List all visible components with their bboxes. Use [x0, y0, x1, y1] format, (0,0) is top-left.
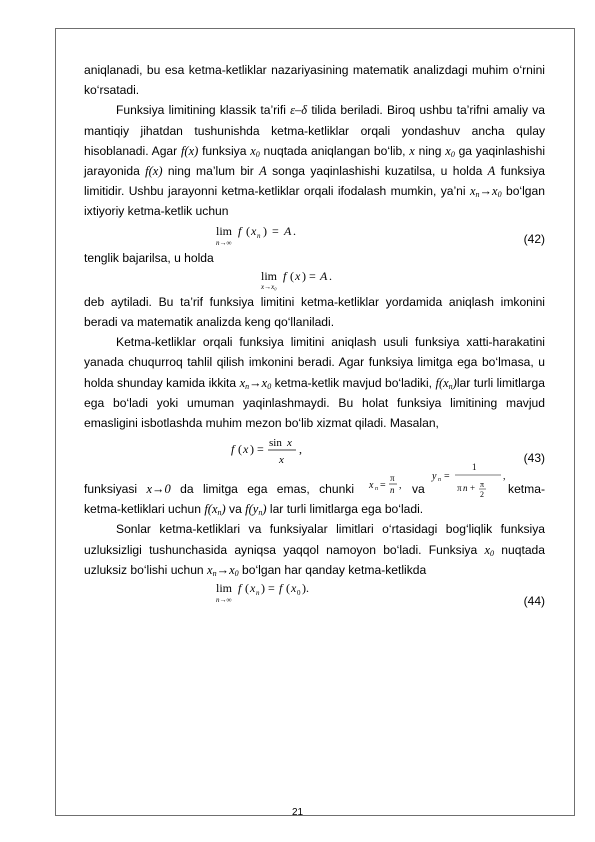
svg-text:n: n [390, 485, 395, 496]
svg-text:=: = [257, 442, 264, 457]
formula-44 [84, 580, 545, 608]
svg-text:=: = [380, 480, 386, 492]
text: va [412, 482, 425, 497]
x-symbol: x [207, 562, 213, 577]
svg-text:n: n [375, 486, 378, 493]
paragraph-3 [84, 248, 545, 268]
f-x-symbol: f(x [204, 502, 218, 517]
text: Sonlar ketma-ketliklari va funksiyalar limitlari o‘rtasidagi bog‘liqlik funksiya uzluksizligi tushunchasida ayniqsa yaqqol namoyon bo‘ladi. Funksiya [84, 522, 545, 557]
text: nuqtada uzluksiz bo‘lishi uchun [84, 542, 545, 577]
xn-to-x0: $x_n\to x_0$ [207, 562, 239, 578]
svg-text:y: y [432, 471, 437, 483]
text: ketma-ketlik mavjud bo‘ladiki, [271, 375, 436, 390]
text: tilida beriladi. Biroq ushbu ta’rifni amaliy va mantiqiy jihatdan tushunishda ketma-ketliklar orqali yondashuv ancha qulay hisoblanadi. Agar [84, 103, 545, 158]
svg-text:x: x [251, 223, 257, 238]
epsilon-delta: ε–δ [290, 103, 308, 118]
svg-text:): ) [261, 581, 265, 596]
svg-text:=: = [444, 471, 450, 483]
svg-text:x: x [279, 454, 284, 467]
svg-text:).: ). [302, 581, 309, 596]
svg-text:(: ( [290, 268, 294, 283]
text: Funksiya limitining klassik ta’rifi [116, 103, 291, 118]
text: ketma-ketliklari uchun [84, 502, 205, 517]
svg-text:): ) [250, 442, 254, 457]
svg-text:(: ( [246, 223, 250, 238]
page-number: 21 [291, 807, 304, 818]
svg-text:n→∞: n→∞ [216, 238, 232, 247]
svg-text:f: f [279, 581, 283, 596]
xn-to-x0: $x_n\to x_0$ [469, 184, 502, 200]
svg-text:1: 1 [472, 462, 477, 473]
sequence-yn-image [429, 461, 509, 499]
svg-text:lim: lim [216, 581, 233, 596]
svg-text:,: , [399, 480, 402, 492]
svg-text:+: + [470, 483, 476, 494]
sequence-xn-image [367, 471, 407, 497]
svg-text:n→∞: n→∞ [216, 596, 232, 605]
text: Ketma-ketliklar orqali funksiya limitini aniqlash usuli funksiya xatti-harakatini yanada chuqurroq tahlil qilish imkonini beradi. Agar funksiya limitga ega bo‘lmasa, u holda shunday kamida ikkita [84, 335, 545, 390]
svg-text:lim: lim [216, 223, 233, 238]
svg-text:x: x [369, 480, 374, 492]
equation-number: (42) [523, 231, 545, 246]
text: funksiya limitidir. Ushbu jarayonni ketma-ketliklar orqali ifodalash mumkin, ya’ni [84, 164, 545, 199]
text: ga yaqinlashishi jarayonida [84, 143, 546, 179]
x0: $x_0$ [445, 143, 455, 159]
f-yn: $f(y_n)$ [245, 502, 267, 518]
fx: f(x) [180, 143, 199, 158]
svg-text:(: ( [238, 442, 242, 457]
svg-text:(: ( [286, 581, 290, 596]
svg-text:,: , [299, 442, 302, 457]
paragraph-6-line2 [84, 499, 545, 519]
svg-text:π: π [480, 480, 485, 490]
svg-text:0: 0 [297, 589, 301, 598]
x-symbol: x [250, 143, 256, 158]
text: nuqtada aniqlangan bo‘lib, [259, 143, 410, 158]
svg-text:,: , [503, 471, 506, 483]
text: bo‘lgan ixtiyoriy ketma-ketlik uchun [84, 184, 545, 219]
svg-text:π: π [457, 483, 462, 494]
svg-text:x: x [250, 581, 256, 596]
A: A [259, 164, 267, 179]
svg-text:x: x [287, 437, 292, 450]
svg-text:n: n [256, 589, 260, 598]
text: ketma- [508, 482, 545, 497]
fx: f(x) [145, 164, 163, 179]
formula-42 [84, 222, 545, 248]
x0: $x_0$ [484, 542, 495, 558]
x0: $x_0$ [250, 143, 260, 159]
text: ning ma’lum bir [162, 164, 260, 179]
svg-text:): ) [302, 268, 306, 283]
svg-text:x: x [295, 268, 301, 283]
paragraph-6-line1 [84, 462, 545, 500]
f-xn: $f(x_n)$ [435, 375, 457, 391]
svg-text:n: n [257, 231, 261, 240]
paragraph-1 [84, 60, 545, 100]
x-to-0: x→0 [146, 482, 171, 497]
x-symbol: x [239, 375, 246, 390]
svg-text:lim: lim [261, 268, 278, 283]
paragraph-4 [84, 292, 545, 332]
equation-number: (43) [523, 451, 545, 466]
text: songa yaqinlashishi kuzatilsa, u holda [266, 164, 488, 179]
text: funksiya [198, 143, 251, 158]
svg-text:x: x [291, 581, 297, 596]
svg-text:x→x₀: x→x₀ [261, 282, 277, 291]
svg-text:A: A [320, 268, 328, 283]
text: lar turli limitlarga ega bo‘ladi. [266, 502, 424, 517]
text: va [225, 502, 246, 517]
f-y-symbol: f(y [245, 502, 259, 517]
svg-text:f: f [238, 223, 242, 238]
text: lar turli limitlarga ega bo‘ladi yoki umuman yaqinlashmaydi. Bu holat funksiya limitining mavjud emasligini isbotlashda muhim mezon bo‘lib xizmat qiladi. Masalan, [84, 375, 545, 431]
svg-text:π: π [390, 473, 395, 484]
svg-text:=: = [309, 268, 316, 283]
equation-number: (44) [523, 594, 545, 609]
svg-text:(: ( [245, 581, 249, 596]
svg-text:sin: sin [269, 437, 282, 450]
text: funksiyasi [84, 482, 147, 497]
x: x [409, 143, 415, 158]
paragraph-2 [84, 100, 545, 221]
paragraph-7 [84, 519, 545, 580]
formula-limit [84, 268, 545, 292]
svg-text:=: = [268, 581, 275, 596]
text: bo‘lgan har qanday ketma-ketlikda [238, 562, 427, 577]
formula-44-image [214, 580, 334, 606]
svg-text:f: f [231, 442, 235, 457]
svg-text:=: = [272, 223, 279, 238]
svg-text:f: f [238, 581, 242, 596]
x-symbol: x [484, 542, 491, 557]
f-x-symbol: f(x [435, 375, 449, 390]
f-xn: $f(x_n)$ [204, 502, 226, 518]
paragraph-5 [84, 332, 545, 433]
paragraph-text: tenglik bajarilsa, u holda [84, 250, 214, 265]
formula-42-image [214, 222, 314, 248]
x-symbol: x [445, 143, 451, 158]
svg-text:2: 2 [480, 490, 484, 500]
svg-text:n: n [438, 477, 441, 484]
svg-text:f: f [283, 268, 287, 283]
A: A [487, 164, 496, 179]
paragraph-text: aniqlanadi, bu esa ketma-ketliklar nazariyasining matematik analizdagi muhim o‘rnini ko‘rsatadi. [84, 63, 545, 98]
text: ning [414, 143, 446, 158]
svg-text:n: n [463, 483, 468, 494]
svg-text:.: . [293, 223, 296, 238]
svg-text:x: x [243, 442, 249, 457]
formula-43-image [229, 433, 319, 467]
text: da limitga ega emas, chunki [170, 482, 355, 497]
line-text [84, 479, 354, 499]
svg-text:.: . [329, 268, 332, 283]
svg-text:): ) [263, 223, 267, 238]
formula-limit-image [259, 268, 349, 292]
xn-to-x0: $x_n\to x_0$ [239, 375, 272, 391]
svg-text:A: A [284, 223, 292, 238]
x-symbol: x [469, 184, 476, 199]
paragraph-text: deb aytiladi. Bu ta’rif funksiya limitini ketma-ketliklar yordamida aniqlash imkonini beradi va matematik analizda keng qo‘llaniladi. [84, 294, 545, 330]
page-content [84, 60, 545, 608]
